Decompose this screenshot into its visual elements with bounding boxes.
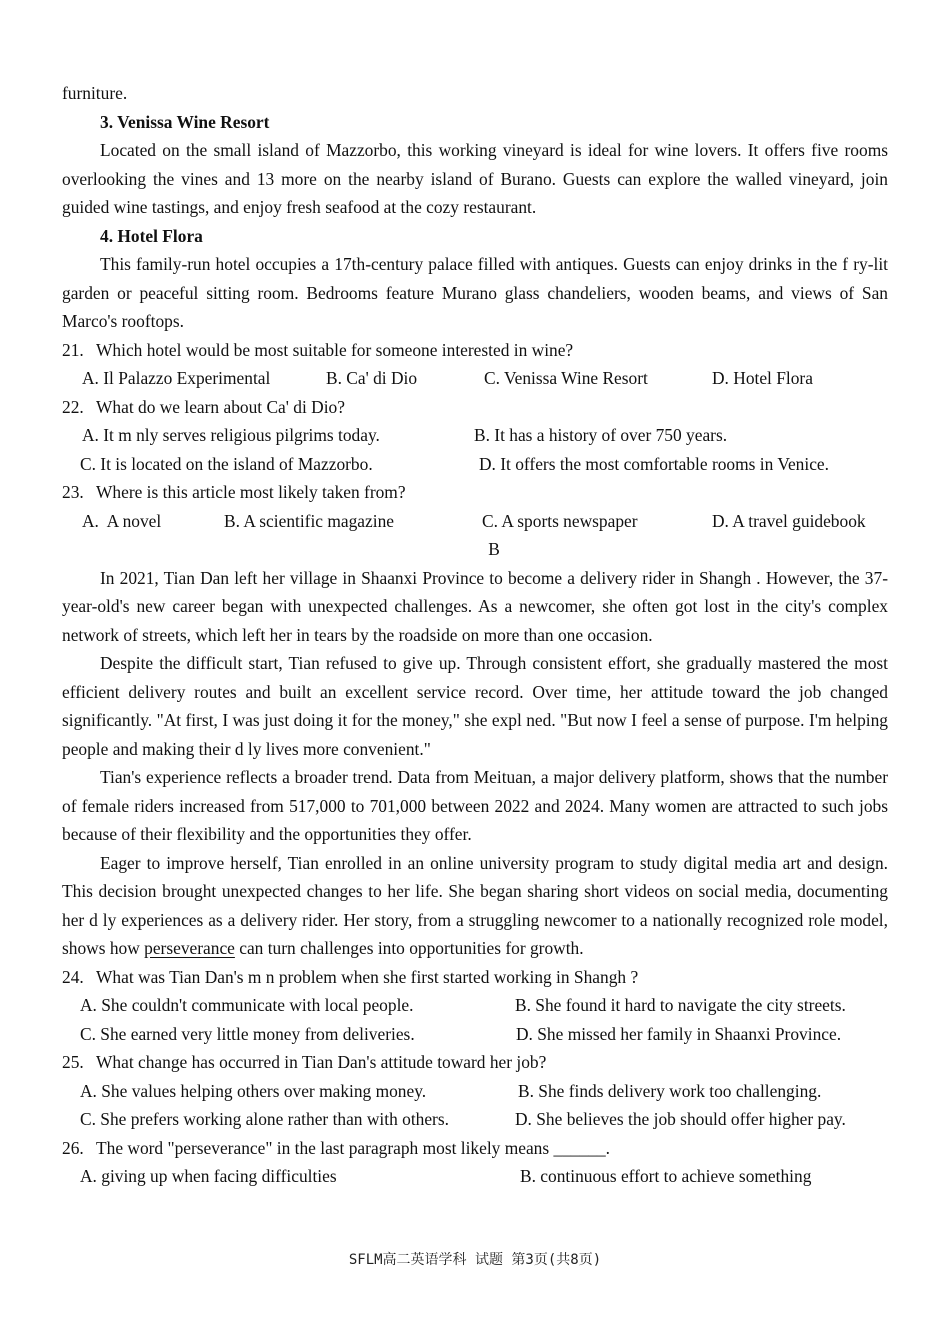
question-stem: What was Tian Dan's m n problem when she first started working in Shangh ? [96,966,639,987]
option-a[interactable]: A. giving up when facing difficulties [80,1166,337,1186]
paragraph-text: can turn challenges into opportunities for growth. [234,938,584,958]
hotel-4-paragraph: This family-run hotel occupies a 17th-century palace filled with antiques. Guests can enjoy drinks in the f ry-lit garden or peaceful sitting room. Bedrooms feature Murano glass chandeliers, wooden beams, and views of San Marco's rooftops. [62,254,888,331]
option-b[interactable]: B. She finds delivery work too challenging. [518,1080,822,1101]
exam-page [62,79,888,1191]
question-23-options [62,507,888,536]
question-21 [62,336,888,365]
question-25-options-row1 [62,1077,888,1106]
option-c[interactable]: C. She earned very little money from deliveries. [80,1023,415,1044]
option-b[interactable]: B. She found it hard to navigate the city streets. [515,995,846,1015]
option-c[interactable]: C. A sports newspaper [482,510,638,531]
question-number: 22. [62,396,84,417]
passage-b-paragraph-3: Tian's experience reflects a broader trend. Data from Meituan, a major delivery platform, shows that the number of female riders increased from 517,000 to 701,000 between 2022 and 2024. Many women are attracted to such jobs because of their flexibility and the opportunities they offer. [62,767,888,844]
option-d[interactable]: D. It offers the most comfortable rooms in Venice. [479,453,829,474]
option-a[interactable]: A. Il Palazzo Experimental [82,368,271,388]
question-stem: The word "perseverance" in the last paragraph most likely means ______. [96,1137,611,1158]
question-25 [62,1048,888,1077]
question-stem: What change has occurred in Tian Dan's attitude toward her job? [96,1052,547,1072]
option-d[interactable]: D. She believes the job should offer higher pay. [515,1109,846,1129]
passage-b-paragraph-1: In 2021, Tian Dan left her village in Shaanxi Province to become a delivery rider in Shangh . However, the 37-year-old's new career began with unexpected challenges. As a newcomer, she often got lost in the city's complex network of streets, which left her in tears by the roadside on more than one occasion. [62,567,888,645]
option-a[interactable]: A. A novel [82,510,162,531]
question-26 [62,1134,888,1163]
question-stem: What do we learn about Ca' di Dio? [96,396,345,417]
question-23 [62,478,888,507]
paragraph-text: Eager to improve herself, Tian enrolled in an online university program to study digital media art and design. This decision brought unexpected changes to her life. She began sharing short videos on social media, documenting her d ly experiences as a delivery rider. Her story, from a struggling newcomer to a nationally recognized role model, shows how [62,852,888,958]
option-d[interactable]: D. She missed her family in Shaanxi Province. [516,1023,842,1044]
underlined-word: perseverance [144,938,235,958]
hotel-4-title: 4. Hotel Flora [100,225,203,246]
passage-b-paragraph-4 [62,849,888,963]
question-number: 24. [62,966,84,987]
hotel-3-title: 3. Venissa Wine Resort [100,111,270,132]
option-d[interactable]: D. A travel guidebook [712,510,866,531]
hotel-3-paragraph: Located on the small island of Mazzorbo, this working vineyard is ideal for wine lovers. It offers five rooms overlooking the vines and 13 more on the nearby island of Burano. Guests can explore the walled vineyard, join guided wine tastings, and enjoy fresh seafood at the cozy restaurant. [62,140,888,217]
question-number: 26. [62,1137,84,1158]
option-c[interactable]: C. She prefers working alone rather than with others. [80,1109,449,1129]
question-24 [62,963,888,992]
question-24-options-row2 [62,1020,888,1049]
option-b[interactable]: B. continuous effort to achieve something [520,1166,812,1186]
option-b[interactable]: B. Ca' di Dio [326,368,418,388]
option-c[interactable]: C. Venissa Wine Resort [484,368,648,388]
question-22-options-row2 [62,450,888,479]
passage-b-paragraph-2: Despite the difficult start, Tian refused to give up. Through consistent effort, she gradually mastered the most efficient delivery routes and built an excellent service record. Over time, her attitude toward the job changed significantly. "At first, I was just doing it for the money," she expl ned. "But now I feel a sense of purpose. I'm helping people and making their d ly lives more convenient." [62,653,888,759]
option-a[interactable]: A. She values helping others over making money. [80,1080,427,1101]
question-number: 25. [62,1052,84,1072]
option-b[interactable]: B. A scientific magazine [224,510,394,531]
question-21-options [62,364,888,393]
option-b[interactable]: B. It has a history of over 750 years. [474,425,728,445]
question-26-options [62,1162,888,1191]
question-stem: Which hotel would be most suitable for someone interested in wine? [96,339,574,360]
carry-over-line: furniture. [62,83,128,103]
question-number: 23. [62,482,84,502]
option-a[interactable]: A. She couldn't communicate with local people. [80,995,414,1015]
question-24-options-row1 [62,991,888,1020]
question-stem: Where is this article most likely taken from? [96,482,406,502]
question-number: 21. [62,339,84,360]
option-d[interactable]: D. Hotel Flora [712,368,813,388]
option-c[interactable]: C. It is located on the island of Mazzorbo. [80,453,373,474]
page-footer: SFLM高二英语学科 试题 第3页(共8页) [348,1252,602,1268]
question-25-options-row2 [62,1105,888,1134]
question-22 [62,393,888,422]
section-letter: B [488,539,500,559]
option-a[interactable]: A. It m nly serves religious pilgrims today. [82,425,380,445]
question-22-options-row1 [62,421,888,450]
